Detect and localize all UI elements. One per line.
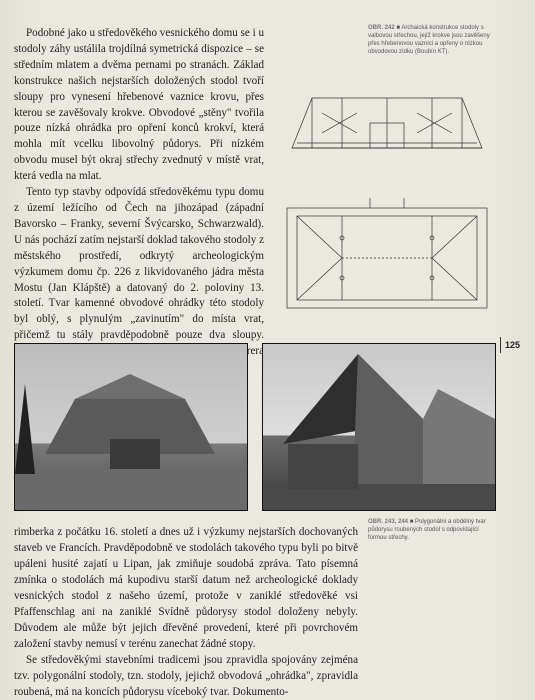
caption-marker: ■ (396, 25, 402, 31)
text-column-top (14, 26, 264, 376)
caption-text: Archaická konstrukce stodoly s valbovou střechou, jejíž krokve jsou zavěšeny přes hřebenovou vaznici a opřeny o nízkou obvodovou zídku (Boubín KT). (368, 25, 490, 55)
photo-rectangular-barn (262, 343, 496, 511)
caption-label: OBR. 242 (368, 25, 395, 31)
barn-construction-drawing (282, 88, 494, 323)
figure-caption-242 (368, 24, 498, 56)
paragraph: Tento typ stavby odpovídá středověkému typu domu z území ležícího od Čech na jihozápad (západní Bavorsko – Franky, severní Švýcarsko, Schwarzwald). U nás pochází zatím nejstarší doklad takového stodoly z městského prostředí, odkrytý archeologickým výzkumem domu čp. 226 z likvidovaného jádra města Mostu (Jan Klápště) a datovaný do 2. poloviny 13. století. Tvar kamenné obvodové ohrádky této stodoly byl oblý, s plynulým „zavinutím" do místa vrat, přičemž tu stály pravděpodobně pouze dva sloupy. Dürera (14, 186, 264, 358)
photo-polygonal-barn (14, 343, 248, 511)
text-column-bottom (14, 524, 358, 700)
caption-text: Polygonální a obdélný tvar půdorysu roubených stodol s odpovídající formou střechy. (368, 519, 486, 541)
polygonal-barn-image (15, 344, 247, 510)
page-number: 125 (500, 337, 535, 353)
figure-caption-243-244 (368, 518, 498, 542)
caption-label: OBR. 243, 244 (368, 519, 409, 525)
caption-marker: ■ (409, 519, 415, 525)
paragraph: Podobné jako u středověkého vesnického domu se i u stodoly záhy ustálila trojdílná symetrická dispozice – se středním mlatem a dvěma pernami po stranách. Základ konstrukce našich nejstarších doložených stodol tvoří sloupy pro vynesení hřebenové vaznice krovu, přes kterou se zavěšovaly krokve. Obvodové „stěny" tvořila pouze nízká ohrádka pro opření konců krokví, která mohla mít vcelku libovolný půdorys. Při nízkém obvodu musel být okraj střechy zvednutý v místě vrat, která vedla na mlat. (14, 27, 264, 183)
paragraph: rimberka z počátku 16. století a dnes už i výzkumy nejstarších dochovaných staveb ve Francích. Pravděpodobně ve stodolách takového typu byli po bitvě upáleni husité zajatí u Lipan, jak zmiňuje soudobá zpráva. Tato písemná zmínka o stodolách má kupodivu starší datum než archeologické doklady vesnických stodol z našeho území, protože v zaniklé středověké vsi Pfaffenschlag ani na zaniklé Svídně půdorysy stodol doloženy nebyly. Důvodem ale může být jejich dřevěné provedení, které při povrchovém založení stavby nemusí v terénu zanechat žádné stopy. (14, 526, 358, 650)
paragraph: Se středověkými stavebními tradicemi jsou zpravidla spojovány zejména tzv. polygonální stodoly, tzn. stodoly, jejichž obvodová „ohrádka", zpravidla roubená, má na koncích půdorysu víceboký tvar. Dokumento- (14, 654, 358, 698)
rectangular-barn-image (263, 344, 495, 510)
